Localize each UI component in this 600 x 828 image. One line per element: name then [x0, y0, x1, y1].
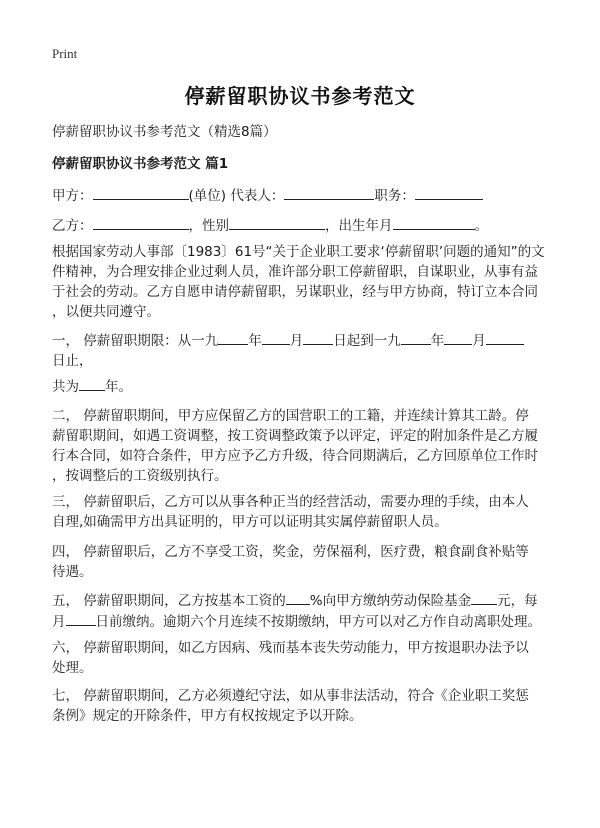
- clause-6-line: 处理。: [52, 660, 93, 676]
- clause-2-line: 薪留职期间，如遇工资调整，按工资调整政策予以评定，评定的附加条件是乙方履: [52, 428, 538, 444]
- print-label[interactable]: Print: [52, 46, 78, 61]
- party-a-label: 甲方：: [52, 188, 93, 204]
- document-title: 停薪留职协议书参考范文: [184, 84, 416, 108]
- clause-1-end-year-blank: [401, 330, 431, 345]
- clause-1-month-blank: [262, 330, 290, 345]
- clause-6: [52, 638, 548, 678]
- clause-2-line: 行本合同，如符合条件，甲方应予乙方升级，待合同期满后，乙方回原单位工作时: [52, 448, 538, 464]
- clause-1-text: 年: [248, 333, 262, 349]
- intro-line: ，以便共同遵守。: [52, 304, 160, 320]
- clause-5-text: 月: [52, 614, 66, 630]
- clause-5: [52, 590, 548, 632]
- clause-2-line: ，按调整后的工资级别执行。: [52, 468, 228, 484]
- clause-5-line: [52, 611, 548, 632]
- clause-1-text: 月: [472, 333, 486, 349]
- party-a-position-blank: [415, 185, 483, 200]
- clause-3: [52, 492, 548, 532]
- clause-2-line: 二， 停薪留职期间，甲方应保留乙方的国营职工的工籍，并连续计算其工龄。停: [52, 408, 529, 424]
- clause-6-line: 六， 停薪留职期间，如乙方因病、残而基本丧失劳动能力，甲方按退职办法予以: [52, 640, 529, 656]
- clause-5-text: 五， 停薪留职期间，乙方按基本工资的: [52, 593, 286, 609]
- intro-line: 件精神，为合理安排企业过剩人员，准许部分职工停薪留职，自谋职业，从事有益: [52, 264, 538, 280]
- clause-1-duration: [52, 376, 548, 397]
- clause-4-line: 待遇。: [52, 564, 93, 580]
- document-subtitle: 停薪留职协议书参考范文（精选8篇）: [52, 124, 277, 140]
- clause-3-line: 自理,如确需甲方出具证明的，甲方可以证明其实属停薪留职人员。: [52, 514, 448, 530]
- clause-5-percent-blank: [286, 590, 310, 605]
- clause-1-text: 一， 停薪留职期限：从一九: [52, 333, 219, 349]
- clause-3-line: 三， 停薪留职后，乙方可以从事各种正当的经营活动，需要办理的手续，由本人: [52, 494, 529, 510]
- party-a-row: [52, 184, 483, 204]
- clause-1-line: 日止，: [52, 353, 93, 369]
- clause-5-line: [52, 590, 548, 611]
- clause-1: [52, 330, 548, 371]
- clause-1-text: 年: [430, 333, 445, 349]
- clause-7: [52, 686, 548, 726]
- clause-7-line: 七， 停薪留职期间，乙方必须遵纪守法，如从事非法活动，符合《企业职工奖惩: [52, 688, 529, 704]
- party-b-label: 乙方：: [52, 218, 93, 234]
- party-b-gender-blank: [229, 215, 325, 230]
- clause-1-end-day-blank: [486, 330, 524, 345]
- intro-line: 根据国家劳动人事部〔1983〕61号“关于企业职工要求‘停薪留职’问题的通知”的文: [52, 244, 545, 260]
- clause-4-line: 四， 停薪留职后，乙方不享受工资，奖金，劳保福利，医疗费，粮食副食补贴等: [52, 544, 529, 560]
- clause-1-year-blank: [218, 330, 248, 345]
- party-a-unit-label: (单位) 代表人：: [188, 188, 285, 204]
- clause-5-amount-blank: [471, 590, 497, 605]
- clause-5-text: 元，每: [497, 593, 538, 609]
- party-b-name-blank: [93, 215, 189, 230]
- clause-1-day-blank: [303, 330, 333, 345]
- party-b-end: 。: [474, 218, 488, 234]
- party-b-birth-blank: [393, 215, 475, 230]
- clause-5-day-blank: [66, 611, 96, 626]
- party-b-row: [52, 214, 488, 234]
- clause-5-text: 日前缴纳。逾期六个月连续不按期缴纳，甲方可以对乙方作自动离职处理。: [95, 614, 541, 630]
- clause-1-text: 月: [289, 333, 304, 349]
- section-heading: 停薪留职协议书参考范文 篇1: [52, 156, 229, 172]
- clause-1-duration-line: [52, 376, 548, 397]
- party-b-gender-label: ，性别: [188, 218, 229, 234]
- party-a-representative-blank: [284, 185, 374, 200]
- clause-1-duration-blank: [79, 376, 105, 391]
- clause-1-end-month-blank: [444, 330, 472, 345]
- clause-4: [52, 542, 548, 582]
- clause-5-text: %向甲方缴纳劳动保险基金: [309, 593, 472, 609]
- party-a-position-label: 职务：: [374, 188, 415, 204]
- clause-1-duration-text: 年。: [105, 379, 132, 395]
- party-b-birth-label: ，出生年月: [325, 218, 393, 234]
- clause-1-line: [52, 330, 548, 351]
- intro-line: 于社会的劳动。乙方自愿申请停薪留职，另谋职业，经与甲方协商，特订立本合同: [52, 284, 538, 300]
- clause-1-duration-text: 共为: [52, 379, 79, 395]
- clause-7-line: 条例》规定的开除条件，甲方有权按规定予以开除。: [52, 708, 363, 724]
- clause-2: [52, 406, 548, 486]
- party-a-unit-blank: [93, 185, 189, 200]
- clause-1-text: 日起到一九: [333, 333, 401, 349]
- intro-paragraph: [52, 242, 548, 322]
